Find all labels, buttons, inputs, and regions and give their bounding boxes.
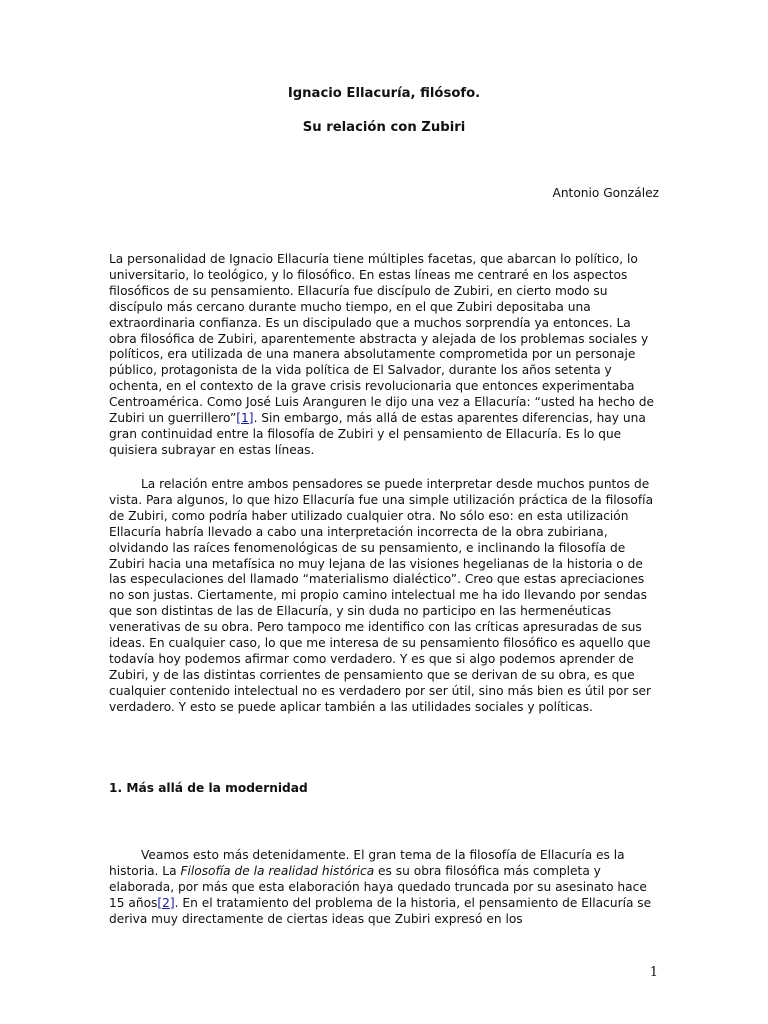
document-subtitle: Su relación con Zubiri xyxy=(302,120,466,135)
footnote-link-2[interactable]: [2] xyxy=(157,895,175,910)
paragraph-modernity xyxy=(109,848,661,928)
page-number: 1 xyxy=(649,965,658,980)
paragraph-modernity-text-c: . En el tratamiento del problema de la historia, el pensamiento de Ellacuría se deriva muy directamente de ciertas ideas que Zubiri expresó en los xyxy=(109,895,652,926)
paragraph-modernity-text-b: es su obra filosófica más completa y elaborada, por más que esta elaboración haya quedado truncada por su asesinato hace 15 años xyxy=(109,863,647,910)
paragraph-intro-text-b: . Sin embargo, más allá de estas aparentes diferencias, hay una gran continuidad entre la filosofía de Zubiri y el pensamiento de Ellacuría. Es lo que quisiera subrayar en estas líneas. xyxy=(109,411,646,457)
document-title: Ignacio Ellacuría, filósofo. xyxy=(287,86,481,101)
section-heading-1: 1. Más allá de la modernidad xyxy=(109,781,308,795)
footnote-link-1[interactable]: [1] xyxy=(236,411,254,426)
book-title-italic: Filosofía de la realidad histórica xyxy=(180,863,375,878)
author-name: Antonio González xyxy=(552,186,659,200)
paragraph-relation: La relación entre ambos pensadores se puede interpretar desde muchos puntos de vista. Para algunos, lo que hizo Ellacuría fue una simple utilización práctica de la filosofía de Zubiri, como podría haber utilizado cualquier otra. No sólo eso: en esta utilización Ellacuría habría llevado a cabo una interpretación incorrecta de la obra zubiriana, olvidando las raíces fenomenológicas de su pensamiento, e inclinando la filosofía de Zubiri hacia una metafísica no muy lejana de las visiones hegelianas de la historia o de las especulaciones del llamado “materialismo dialéctico”. Creo que estas apreciaciones no son justas. Ciertamente, mi propio camino intelectual me ha ido llevando por sendas que son distintas de las de Ellacuría, y sin duda no participo en las hermenéuticas venerativas de su obra. Pero tampoco me identifico con las críticas apresuradas de sus ideas. En cualquier caso, lo que me interesa de su pensamiento filosófico es aquello que todavía hoy podemos afirmar como verdadero. Y es que si algo podemos aprender de Zubiri, y de las distintas corrientes de pensamiento que se derivan de su obra, es que cualquier contenido intelectual no es verdadero por ser útil, sino más bien es útil por ser verdadero. Y esto se puede aplicar también a las utilidades sociales y políticas. xyxy=(109,477,654,714)
paragraph-intro xyxy=(109,252,661,459)
paragraph-modernity-text-a: Veamos esto más detenidamente. El gran tema de la filosofía de Ellacuría es la historia. La xyxy=(109,848,625,878)
paragraph-intro-text-a: La personalidad de Ignacio Ellacuría tiene múltiples facetas, que abarcan lo político, lo universitario, lo teológico, y lo filosófico. En estas líneas me centraré en los aspectos filosóficos de su pensamiento. Ellacuría fue discípulo de Zubiri, en cierto modo su discípulo más cercano durante mucho tiempo, en el que Zubiri depositaba una extraordinaria confianza. Es un discipulado que a muchos sorprendía ya entonces. La obra filosófica de Zubiri, aparentemente abstracta y alejada de los problemas sociales y políticos, era utilizada de una manera absolutamente comprometida por un personaje público, protagonista de la vida política de El Salvador, durante los años setenta y ochenta, en el contexto de la grave crisis revolucionaria que entonces experimentaba Centroamérica. Como José Luis Aranguren le dijo una vez a Ellacuría: “usted ha hecho de Zubiri un guerrillero” xyxy=(109,252,655,426)
